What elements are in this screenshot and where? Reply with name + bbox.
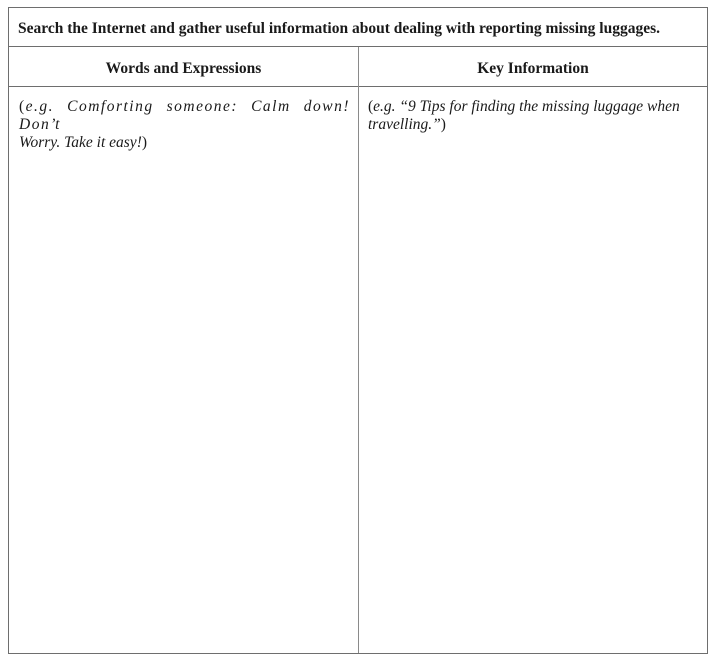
worksheet-table — [8, 7, 708, 654]
open-paren: ( — [19, 98, 26, 115]
open-paren: ( — [368, 98, 374, 115]
close-paren: ) — [440, 116, 446, 133]
key-information-cell[interactable] — [368, 98, 700, 134]
column-divider — [358, 47, 359, 653]
example-text-line1: e.g. “9 Tips for finding the missing luggage when — [373, 98, 680, 115]
words-expressions-cell[interactable] — [19, 98, 350, 152]
example-line — [368, 98, 680, 115]
column-header-key-information: Key Information — [477, 60, 589, 77]
instruction-text: Search the Internet and gather useful information about dealing with reporting missing luggages. — [18, 20, 660, 37]
example-line — [19, 98, 350, 133]
instruction-row — [9, 8, 707, 47]
example-text-line2: Worry. Take it easy! — [19, 134, 142, 151]
column-header-words-and-expressions: Words and Expressions — [105, 60, 262, 77]
example-text-line1: e.g. Comforting someone: Calm down! Don’t — [19, 98, 350, 133]
example-text-line2: travelling.” — [368, 116, 441, 133]
close-paren: ) — [141, 134, 148, 151]
